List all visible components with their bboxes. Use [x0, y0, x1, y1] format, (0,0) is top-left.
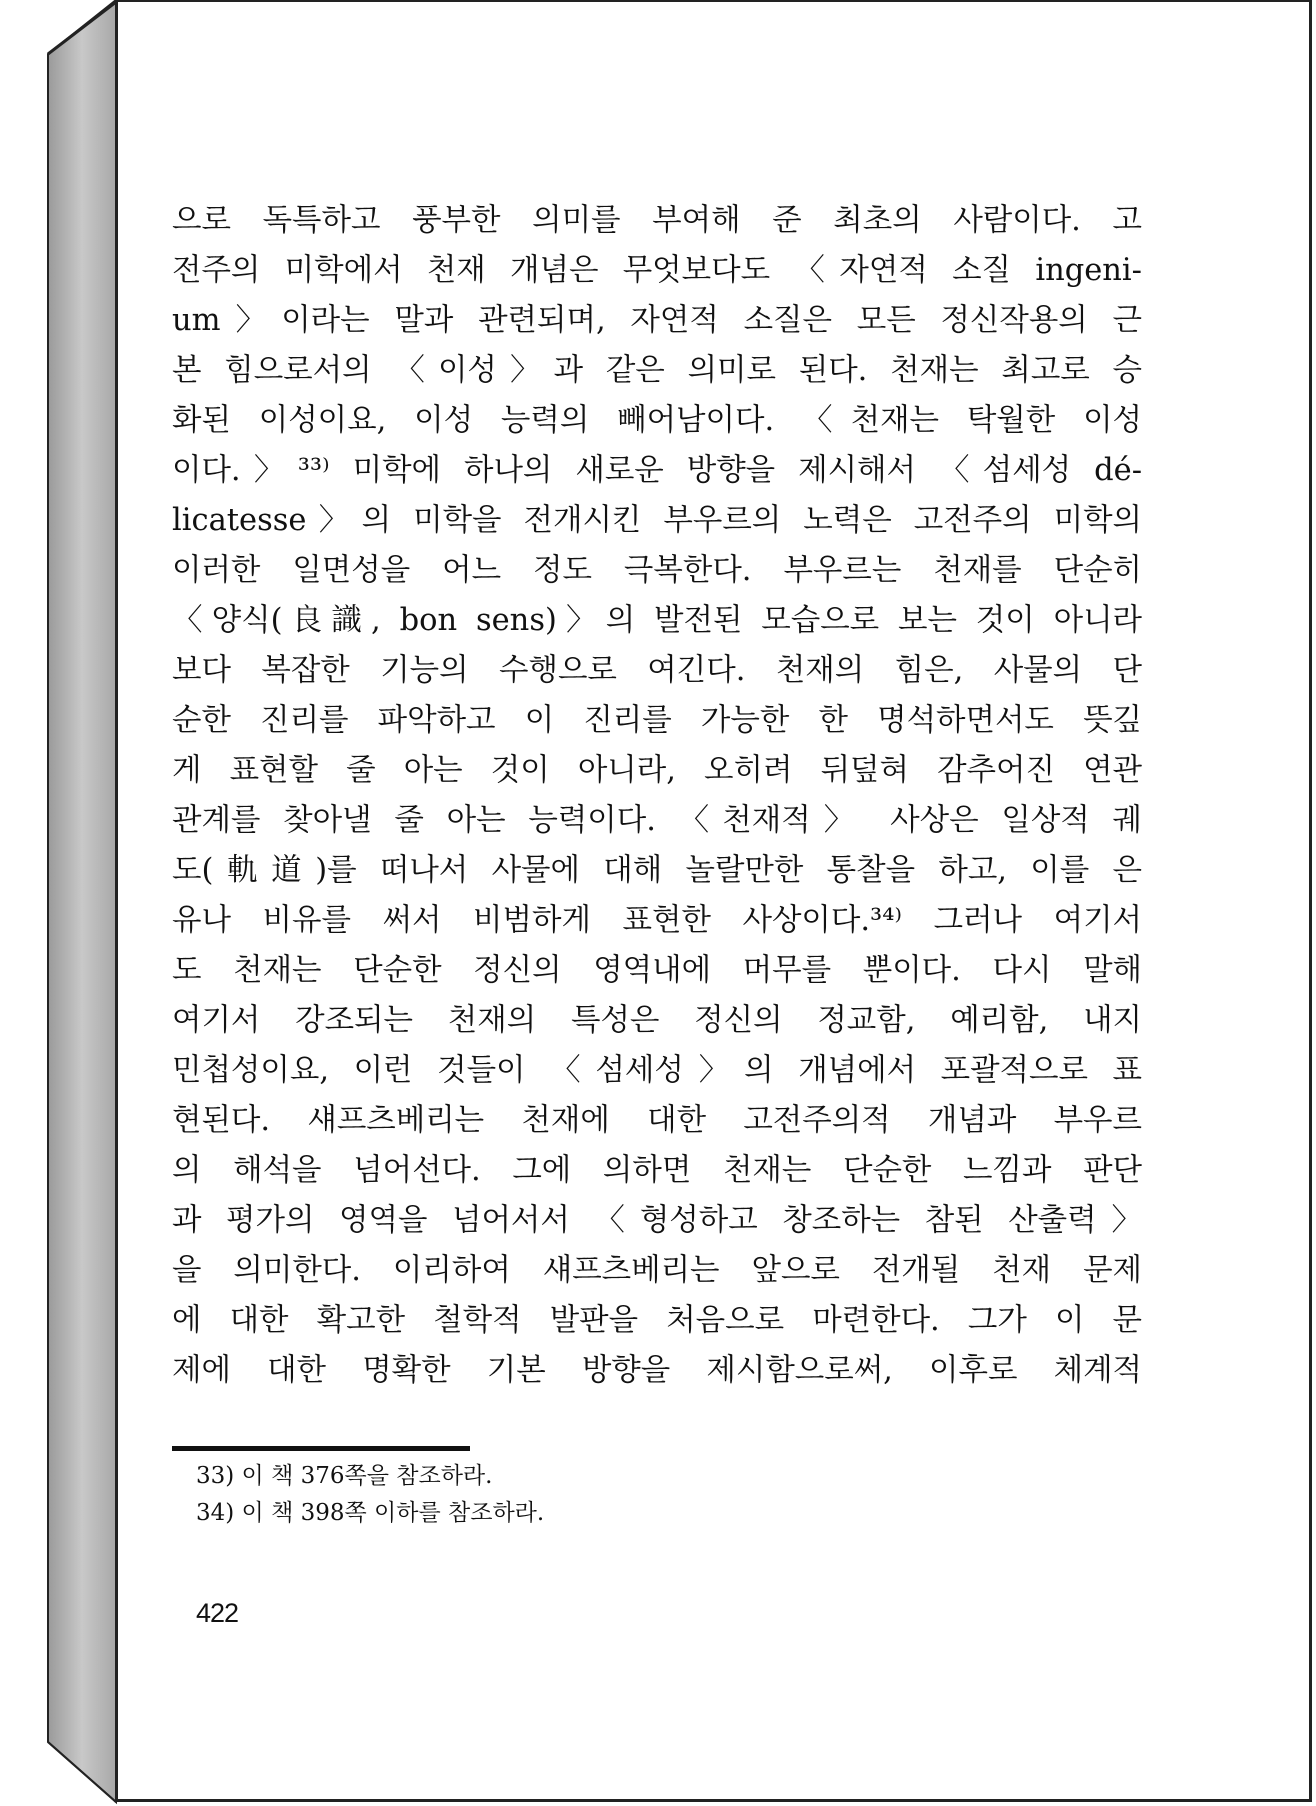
body-line: 민첩성이요, 이런 것들이 〈섬세성〉의 개념에서 포괄적으로 표 — [172, 1053, 1142, 1088]
body-line: 게 표현할 줄 아는 것이 아니라, 오히려 뒤덮혀 감추어진 연관 — [172, 753, 1142, 788]
body-line: 화된 이성이요, 이성 능력의 빼어남이다. 〈천재는 탁월한 이성 — [172, 403, 1142, 438]
page-number: 422 — [196, 1598, 239, 1628]
footnote-34: 34) 이 책 398쪽 이하를 참조하라. — [196, 1500, 545, 1526]
body-line: 이다.〉³³⁾ 미학에 하나의 새로운 방향을 제시해서 〈섬세성 dé- — [172, 453, 1142, 488]
body-line: 의 해석을 넘어선다. 그에 의하면 천재는 단순한 느낌과 판단 — [172, 1153, 1142, 1188]
body-line: 본 힘으로서의 〈이성〉과 같은 의미로 된다. 천재는 최고로 승 — [172, 353, 1142, 388]
body-line: 도(軌道)를 떠나서 사물에 대해 놀랄만한 통찰을 하고, 이를 은 — [172, 853, 1142, 888]
body-line: 전주의 미학에서 천재 개념은 무엇보다도 〈자연적 소질 ingeni- — [172, 253, 1142, 288]
body-line: 현된다. 섀프츠베리는 천재에 대한 고전주의적 개념과 부우르 — [172, 1103, 1142, 1138]
body-line: 으로 독특하고 풍부한 의미를 부여해 준 최초의 사람이다. 고 — [172, 203, 1142, 238]
body-line: 보다 복잡한 기능의 수행으로 여긴다. 천재의 힘은, 사물의 단 — [172, 653, 1142, 688]
body-line: 에 대한 확고한 철학적 발판을 처음으로 마련한다. 그가 이 문 — [172, 1303, 1142, 1338]
body-line: 여기서 강조되는 천재의 특성은 정신의 정교함, 예리함, 내지 — [172, 1003, 1142, 1038]
body-line: 과 평가의 영역을 넘어서서 〈형성하고 창조하는 참된 산출력〉 — [172, 1203, 1142, 1238]
body-line: 제에 대한 명확한 기본 방향을 제시함으로써, 이후로 체계적 — [172, 1353, 1142, 1388]
body-line: licatesse〉의 미학을 전개시킨 부우르의 노력은 고전주의 미학의 — [172, 503, 1142, 538]
footnote-rule — [172, 1446, 470, 1451]
body-line: 유나 비유를 써서 비범하게 표현한 사상이다.³⁴⁾ 그러나 여기서 — [172, 903, 1142, 938]
body-line: 도 천재는 단순한 정신의 영역내에 머무를 뿐이다. 다시 말해 — [172, 953, 1142, 988]
body-line: 〈양식(良識, bon sens)〉의 발전된 모습으로 보는 것이 아니라 — [172, 603, 1142, 638]
footnotes — [196, 1458, 544, 1532]
body-line: 이러한 일면성을 어느 정도 극복한다. 부우르는 천재를 단순히 — [172, 553, 1142, 588]
body-line: 순한 진리를 파악하고 이 진리를 가능한 한 명석하면서도 뜻깊 — [172, 703, 1142, 738]
body-line: 을 의미한다. 이리하여 섀프츠베리는 앞으로 전개될 천재 문제 — [172, 1253, 1142, 1288]
body-text — [172, 196, 1142, 1396]
body-line: um〉이라는 말과 관련되며, 자연적 소질은 모든 정신작용의 근 — [172, 303, 1142, 338]
footnote-33: 33) 이 책 376쪽을 참조하라. — [196, 1463, 493, 1489]
body-line: 관계를 찾아낼 줄 아는 능력이다. 〈천재적〉 사상은 일상적 궤 — [172, 803, 1142, 838]
